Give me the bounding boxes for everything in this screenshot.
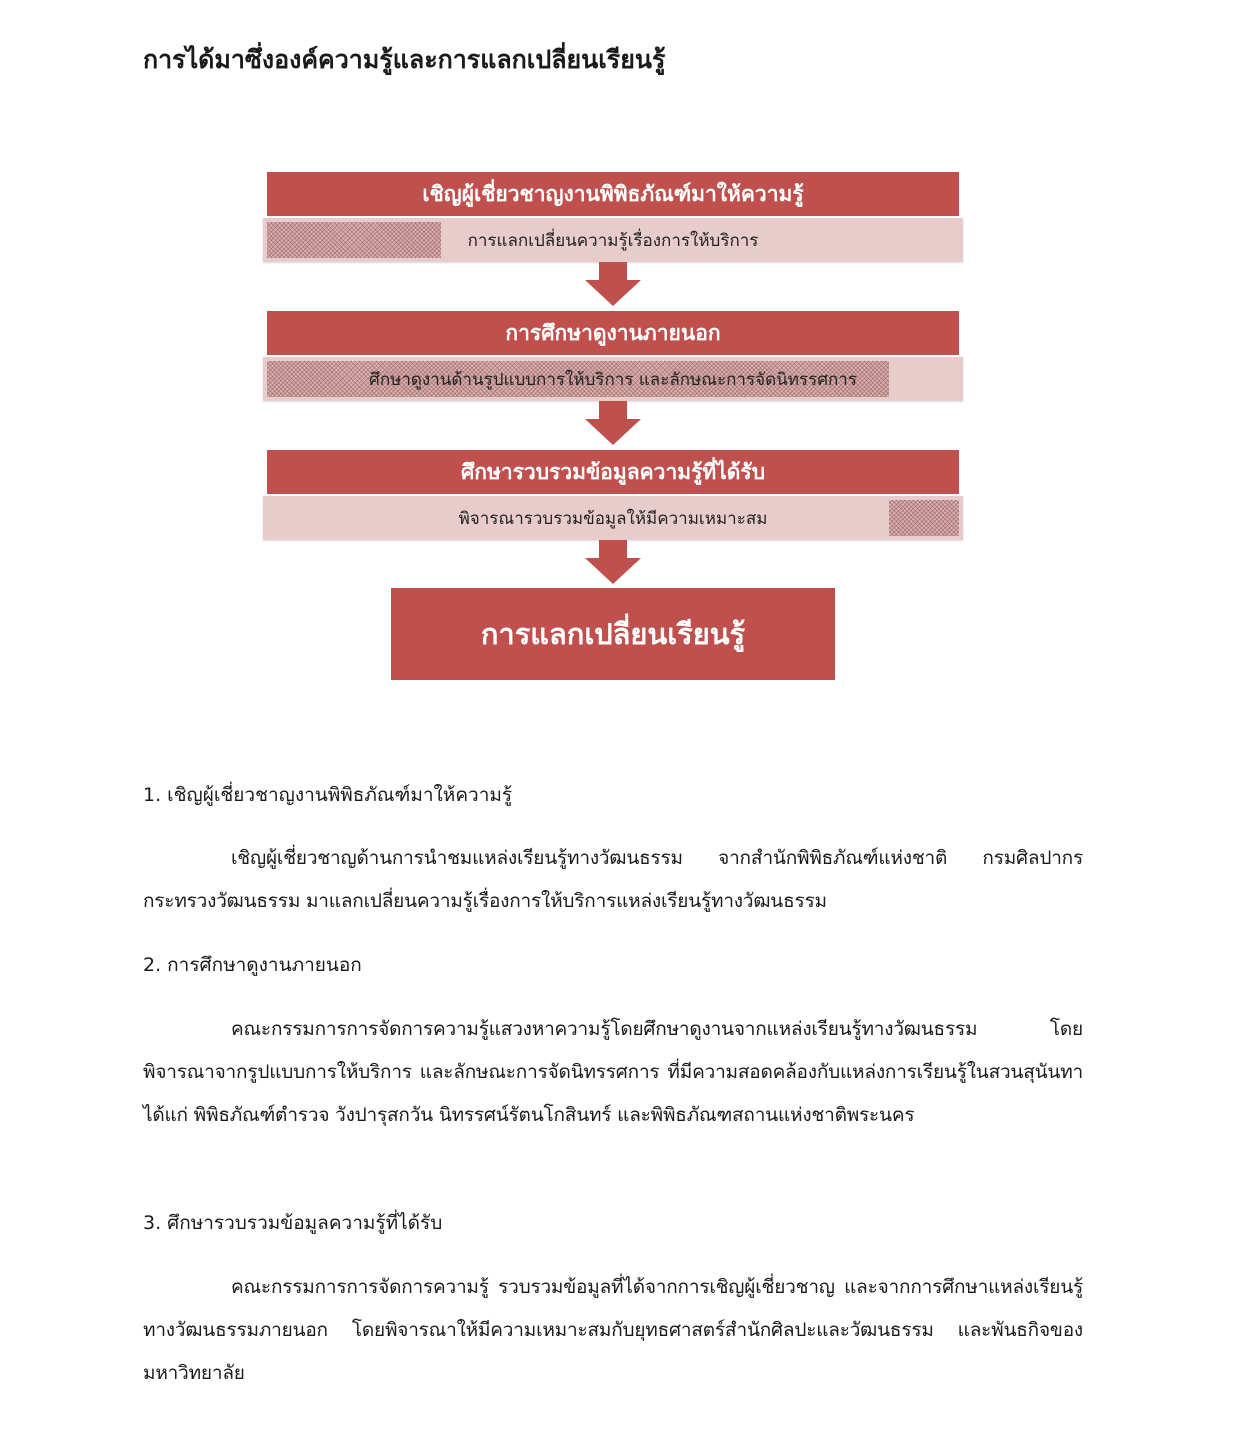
stage-2-heading: การศึกษาดูงานภายนอก xyxy=(267,311,959,355)
section-3-body: คณะกรรมการการจัดการความรู้ รวบรวมข้อมูลที่ได้จากการเชิญผู้เชี่ยวชาญ และจากการศึกษาแหล่งเรียนรู้ทางวัฒนธรรมภายนอก โดยพิจารณาให้มีความเหมาะสมกับยุทธศาสตร์สำนักศิลปะและวัฒนธรรม และพันธกิจของมหาวิทยาลัย xyxy=(143,1276,1083,1384)
stage-3-detail-text: พิจารณารวบรวมข้อมูลให้มีความเหมาะสม xyxy=(458,508,768,529)
process-flow-diagram xyxy=(0,0,1233,700)
stage-2-detail-text: ศึกษาดูงานด้านรูปแบบการให้บริการ และลักษณะการจัดนิทรรศการ xyxy=(369,369,857,390)
hatch-pattern xyxy=(889,500,959,536)
stage-1-detail-text: การแลกเปลี่ยนความรู้เรื่องการให้บริการ xyxy=(467,230,759,251)
section-3-heading: 3. ศึกษารวบรวมข้อมูลความรู้ที่ได้รับ xyxy=(143,1212,443,1234)
down-arrow-icon xyxy=(585,540,641,584)
stage-3-detail xyxy=(263,496,963,540)
final-stage-box: การแลกเปลี่ยนเรียนรู้ xyxy=(391,588,835,680)
stage-2-detail xyxy=(263,357,963,401)
section-1-body: เชิญผู้เชี่ยวชาญด้านการนำชมแหล่งเรียนรู้ทางวัฒนธรรม จากสำนักพิพิธภัณฑ์แห่งชาติ กรมศิลปากร กระทรวงวัฒนธรรม มาแลกเปลี่ยนความรู้เรื่องการให้บริการแหล่งเรียนรู้ทางวัฒนธรรม xyxy=(143,847,1083,912)
stage-3-heading: ศึกษารวบรวมข้อมูลความรู้ที่ได้รับ xyxy=(267,450,959,494)
section-2-body: คณะกรรมการการจัดการความรู้แสวงหาความรู้โดยศึกษาดูงานจากแหล่งเรียนรู้ทางวัฒนธรรม โดยพิจารณาจากรูปแบบการให้บริการ และลักษณะการจัดนิทรรศการ ที่มีความสอดคล้องกับแหล่งการเรียนรู้ในสวนสุนันทา ได้แก่ พิพิธภัณฑ์ตำรวจ วังปารุสกวัน นิทรรศน์รัตนโกสินทร์ และพิพิธภัณฑสถานแห่งชาติพระนคร xyxy=(143,1018,1083,1126)
down-arrow-icon xyxy=(585,262,641,306)
section-2-heading: 2. การศึกษาดูงานภายนอก xyxy=(143,954,362,976)
section-1-heading: 1. เชิญผู้เชี่ยวชาญงานพิพิธภัณฑ์มาให้ความรู้ xyxy=(143,784,513,806)
hatch-pattern xyxy=(267,222,441,258)
stage-1-heading: เชิญผู้เชี่ยวชาญงานพิพิธภัณฑ์มาให้ความรู้ xyxy=(267,172,959,216)
page-title: การได้มาซึ่งองค์ความรู้และการแลกเปลี่ยนเรียนรู้ xyxy=(143,45,666,74)
stage-1-detail xyxy=(263,218,963,262)
down-arrow-icon xyxy=(585,401,641,445)
